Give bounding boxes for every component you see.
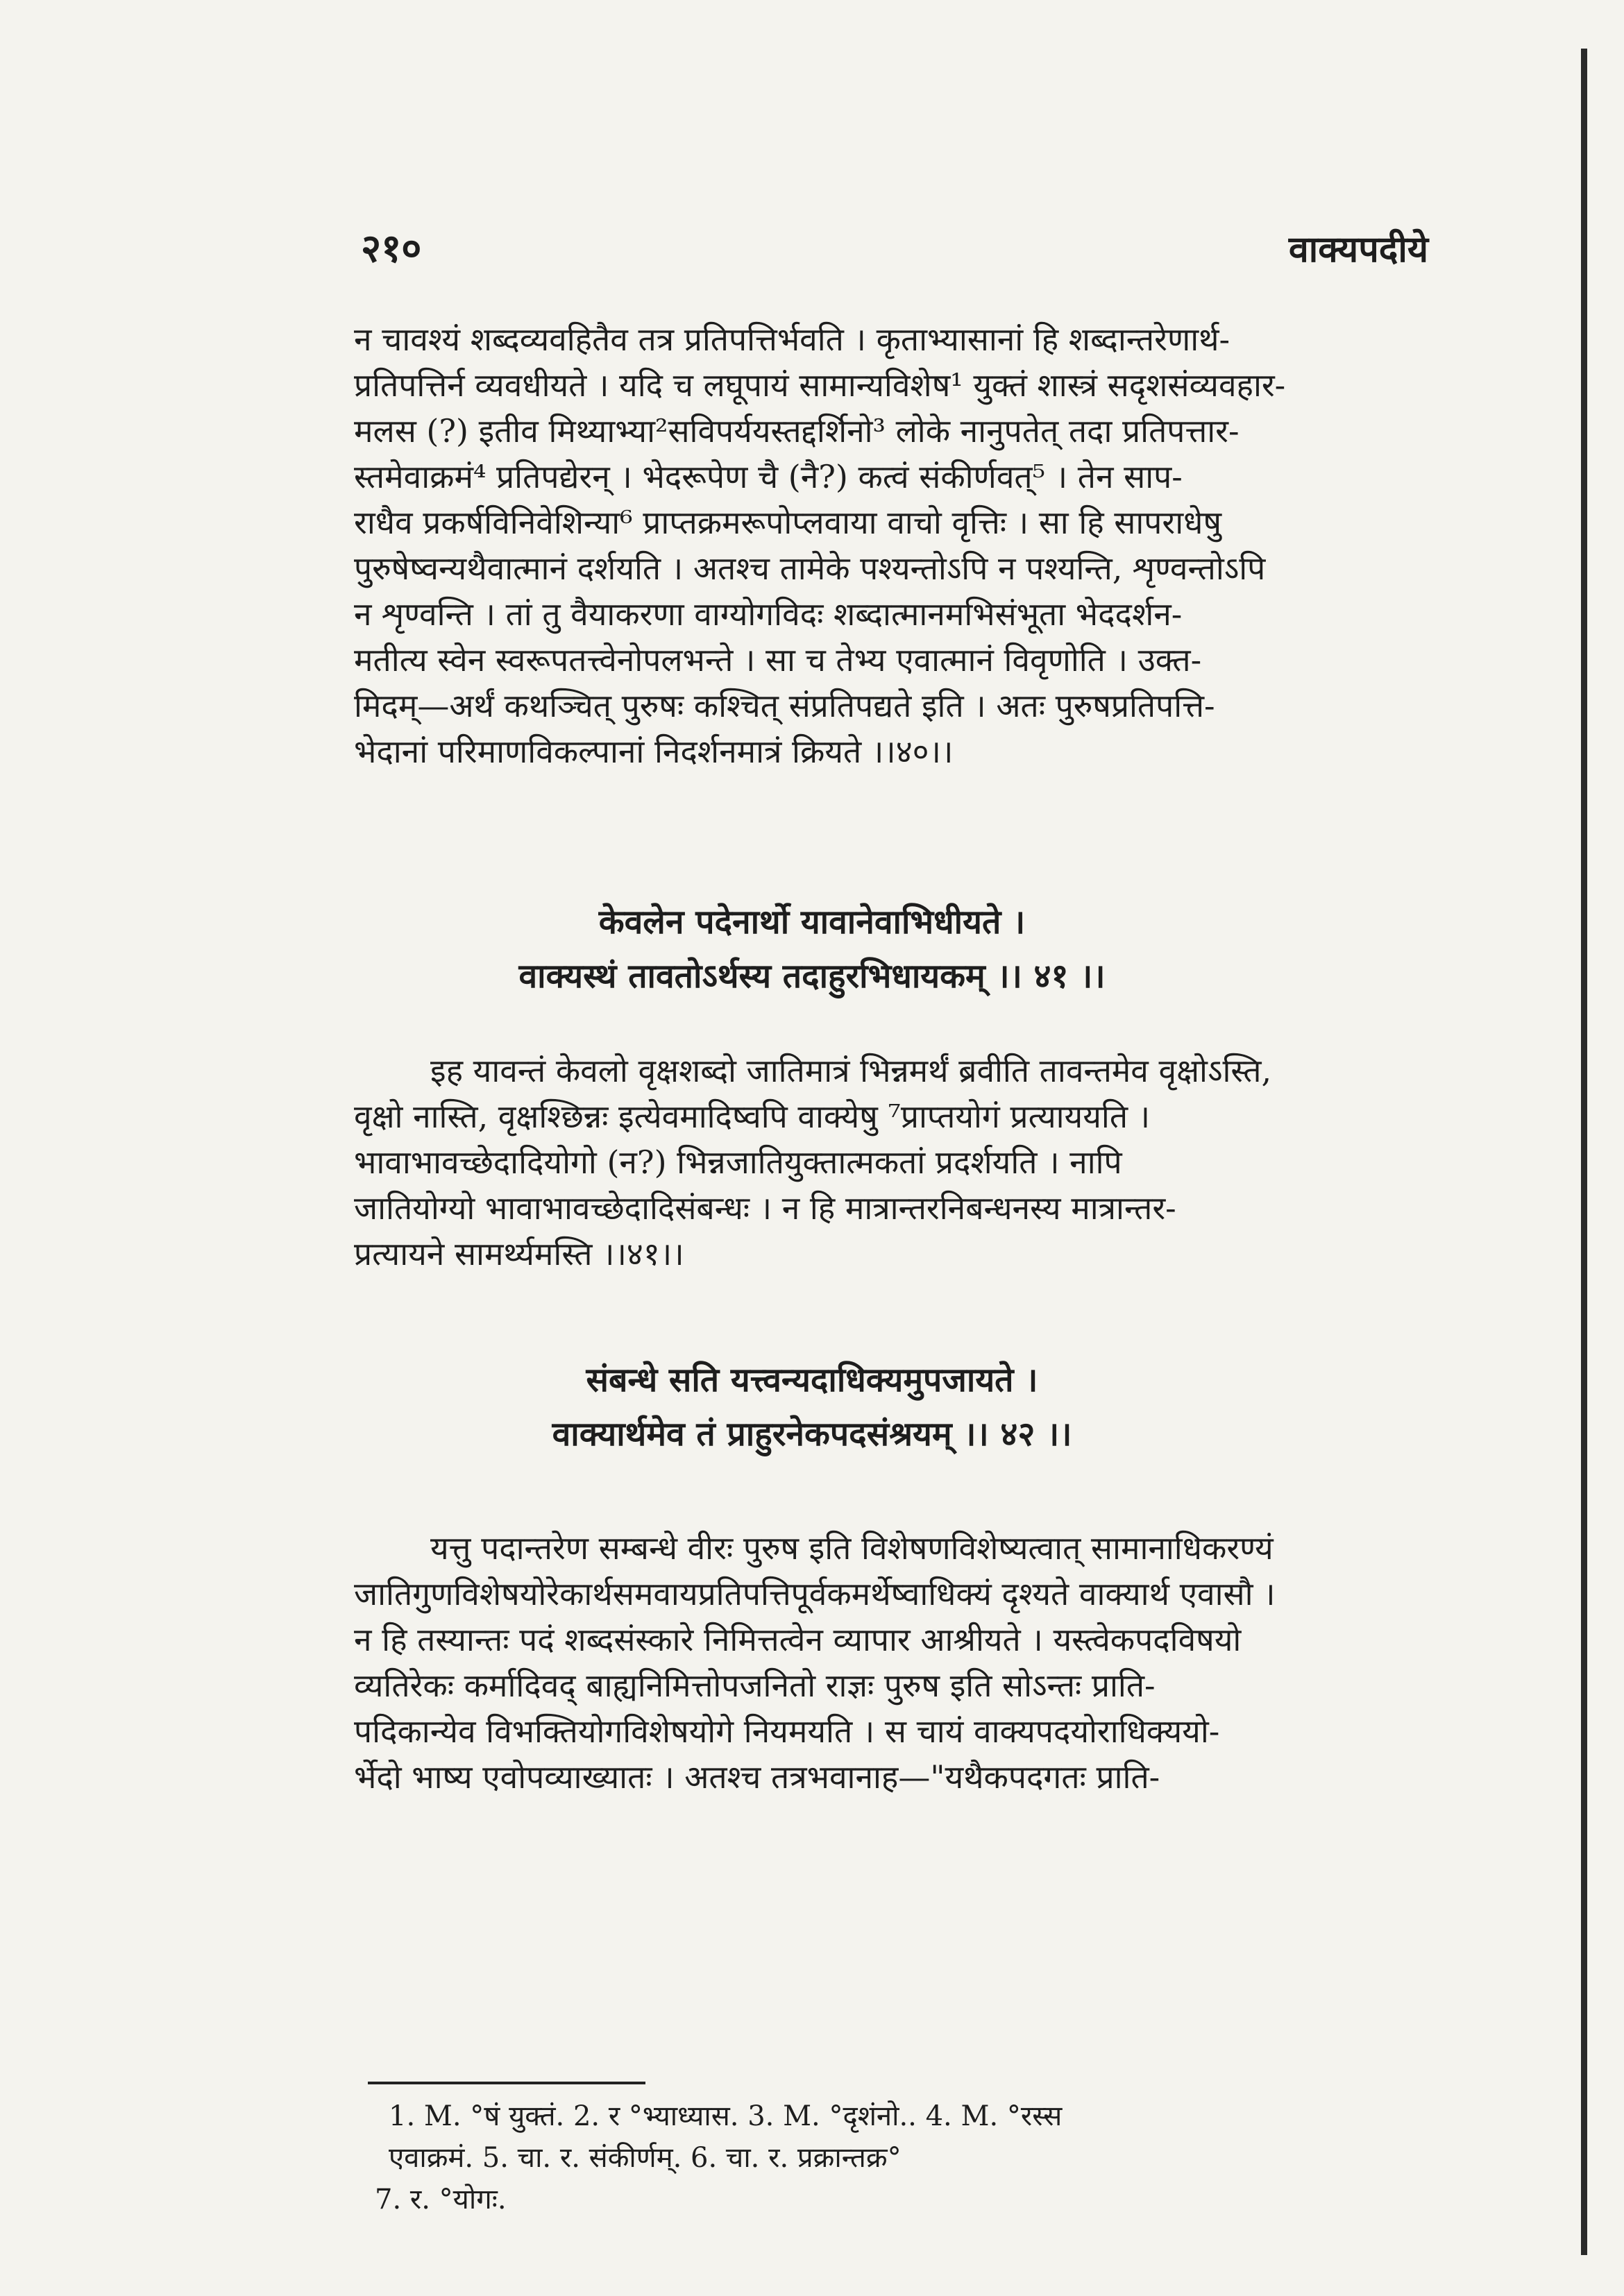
- verse-line: वाक्यार्थमेव तं प्राहुरनेकपदसंश्रयम् ।। ४२ ।।: [552, 1415, 1072, 1454]
- verse-line: केवलेन पदेनार्थो यावानेवाभिधीयते ।: [598, 903, 1026, 942]
- page-number: २१०: [361, 226, 422, 271]
- text-line: मलस (?) इतीव मिथ्याभ्या²सविपर्ययस्तद्दर्शिनो³ लोके नानुपतेत् तदा प्रतिपत्तार-: [354, 412, 1240, 450]
- text-line: भावाभावच्छेदादियोगो (न?) भिन्नजातियुक्तात्मकतां प्रदर्शयति । नापि: [354, 1143, 1122, 1181]
- text-line: मतीत्य स्वेन स्वरूपतत्त्वेनोपलभन्ते । सा च तेभ्य एवात्मानं विवृणोति । उक्त-: [354, 641, 1202, 679]
- footnote-line: 7. र. °योगः.: [375, 2184, 507, 2216]
- commentary-40: [354, 316, 1437, 774]
- footnote-line: 1. M. °षं युक्तं. 2. र °भ्याध्यास. 3. M. °दृशंनो.. 4. M. °रस्स: [389, 2100, 1063, 2132]
- verse-42: [0, 1353, 1624, 1461]
- text-line: व्यतिरेकः कर्मादिवद् बाह्यनिमित्तोपजनितो राज्ञः पुरुष इति सोऽन्तः प्राति-: [354, 1667, 1156, 1704]
- text-line: राधैव प्रकर्षविनिवेशिन्या⁶ प्राप्तक्रमरूपोप्लवाया वाचो वृत्तिः । सा हि सापराधेषु: [354, 504, 1222, 541]
- text-line: प्रत्यायने सामर्थ्यमस्ति ।।४१।।: [354, 1235, 684, 1273]
- footnote-line: एवाक्रमं. 5. चा. र. संकीर्णम्. 6. चा. र. प्रक्रान्तक्र°: [389, 2142, 902, 2174]
- verse-line: संबन्धे सति यत्त्वन्यदाधिक्यमुपजायते ।: [586, 1361, 1038, 1400]
- footnotes: [375, 2095, 1444, 2220]
- page-edge-line: [1581, 49, 1587, 2255]
- text-line: भेदानां परिमाणविकल्पानां निदर्शनमात्रं क्रियते ।।४०।।: [354, 733, 954, 770]
- commentary-41: [354, 1048, 1437, 1277]
- text-line: पुरुषेष्वन्यथैवात्मानं दर्शयति । अतश्च तामेके पश्यन्तोऽपि न पश्यन्ति, शृण्वन्तोऽपि: [354, 550, 1266, 587]
- footnote-rule: [368, 2082, 645, 2084]
- commentary-42: [354, 1525, 1437, 1800]
- text-line: जातिगुणविशेषयोरेकार्थसमवायप्रतिपत्तिपूर्वकमर्थेष्वाधिक्यं दृश्यते वाक्यार्थ एवासौ ।: [354, 1575, 1276, 1613]
- text-line: यत्तु पदान्तरेण सम्बन्धे वीरः पुरुष इति विशेषणविशेष्यत्वात् सामानाधिकरण्यं: [430, 1529, 1274, 1567]
- text-line: र्भेदो भाष्य एवोपव्याख्यातः । अतश्च तत्रभवानाह—"यथैकपदगतः प्राति-: [354, 1758, 1160, 1796]
- verse-line: वाक्यस्थं तावतोऽर्थस्य तदाहुरभिधायकम् ।। ४१ ।।: [518, 957, 1106, 996]
- text-line: इह यावन्तं केवलो वृक्षशब्दो जातिमात्रं भिन्नमर्थं ब्रवीति तावन्तमेव वृक्षोऽस्ति,: [430, 1052, 1272, 1089]
- text-line: प्रतिपत्तिर्न व्यवधीयते । यदि च लघूपायं सामान्यविशेष¹ युक्तं शास्त्रं सदृशसंव्यवहार-: [354, 366, 1286, 404]
- text-line: न शृण्वन्ति । तां तु वैयाकरणा वाग्योगविदः शब्दात्मानमभिसंभूता भेददर्शन-: [354, 595, 1183, 633]
- text-line: न हि तस्यान्तः पदं शब्दसंस्कारे निमित्तत्वेन व्यापार आश्रीयते । यस्त्वेकपदविषयो: [354, 1621, 1242, 1658]
- text-line: जातियोग्यो भावाभावच्छेदादिसंबन्धः । न हि मात्रान्तरनिबन्धनस्य मात्रान्तर-: [354, 1189, 1176, 1227]
- text-line: स्तमेवाक्रमं⁴ प्रतिपद्येरन् । भेदरूपेण चै (नै?) कत्वं संकीर्णवत्⁵ । तेन साप-: [354, 458, 1183, 495]
- running-title: वाक्यपदीये: [1288, 228, 1428, 271]
- text-line: न चावश्यं शब्दव्यवहितैव तत्र प्रतिपत्तिर्भवति । कृताभ्यासानां हि शब्दान्तरेणार्थ-: [354, 321, 1230, 358]
- text-line: वृक्षो नास्ति, वृक्षश्छिन्नः इत्येवमादिष्वपि वाक्येषु ⁷प्राप्तयोगं प्रत्याययति ।: [354, 1098, 1151, 1135]
- verse-41: [0, 895, 1624, 1003]
- text-line: मिदम्—अर्थं कथञ्चित् पुरुषः कश्चित् संप्रतिपद्यते इति । अतः पुरुषप्रतिपत्ति-: [354, 687, 1215, 724]
- text-line: पदिकान्येव विभक्तियोगविशेषयोगे नियमयति । स चायं वाक्यपदयोराधिक्ययो-: [354, 1712, 1220, 1750]
